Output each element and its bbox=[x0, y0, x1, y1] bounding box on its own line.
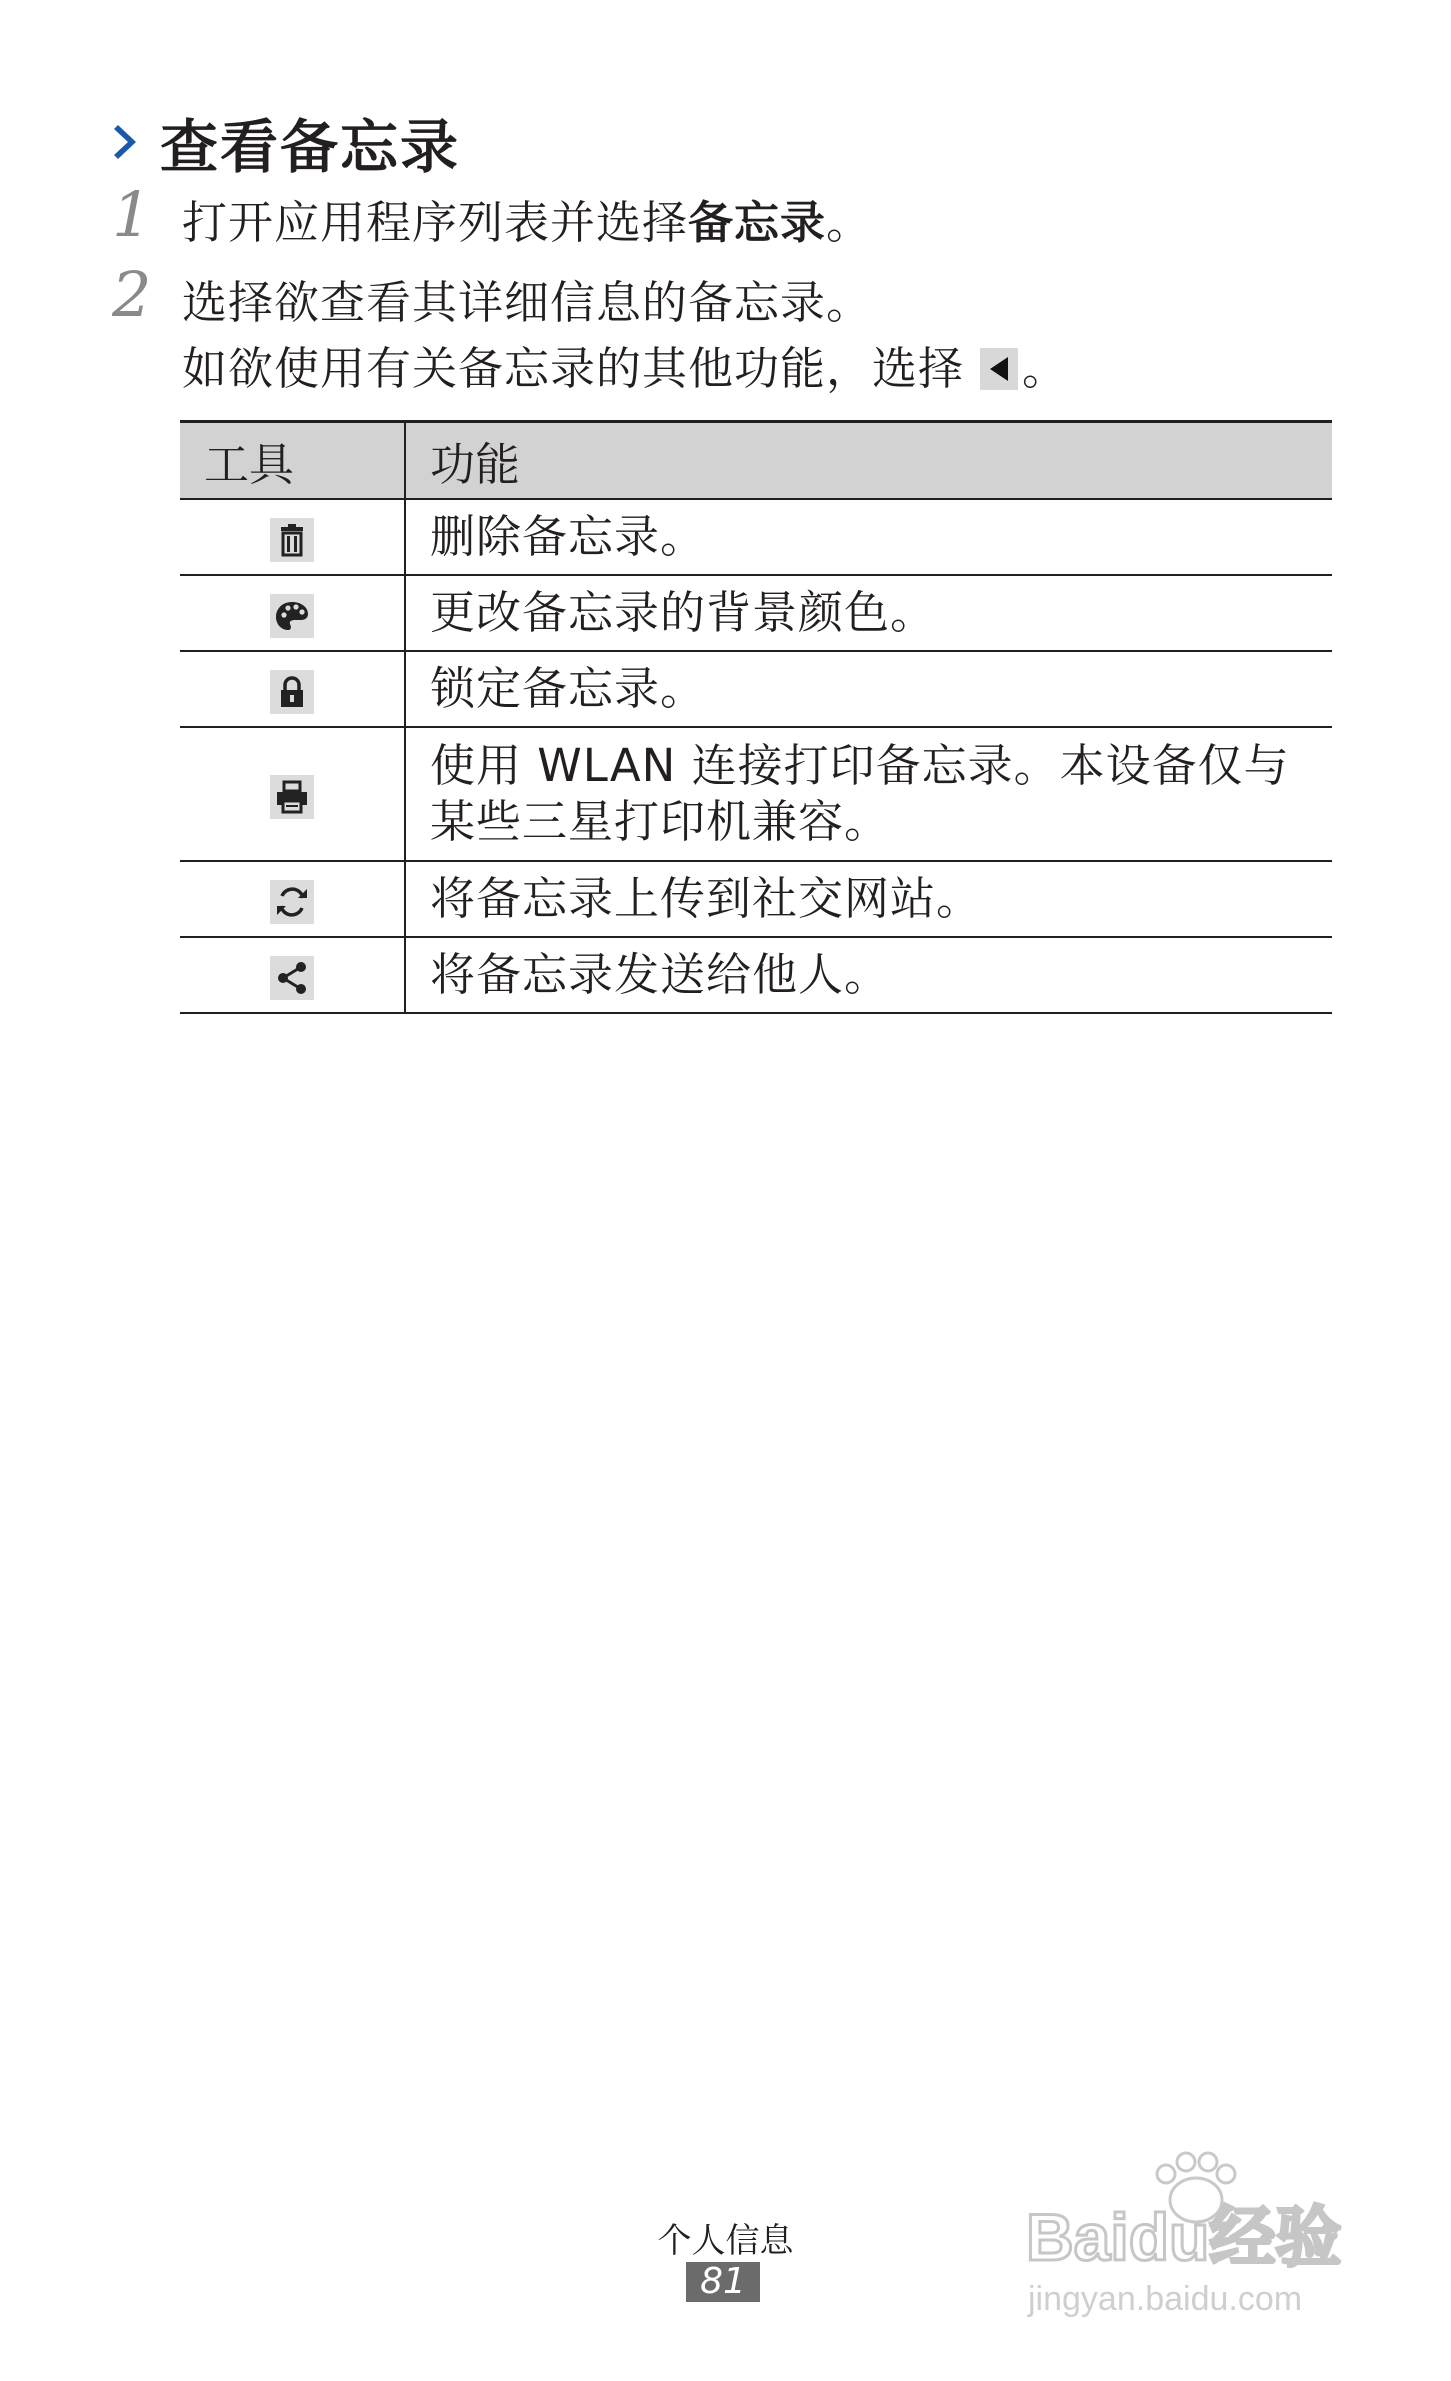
palette-icon bbox=[270, 594, 314, 638]
chevron-right-icon bbox=[112, 122, 146, 162]
column-header-function: 功能 bbox=[405, 422, 1332, 500]
table-row bbox=[180, 861, 1332, 937]
function-description: 更改备忘录的背景颜色。 bbox=[405, 575, 1332, 651]
function-description: 使用 WLAN 连接打印备忘录。本设备仅与某些三星打印机兼容。 bbox=[405, 727, 1332, 861]
footer-section-title: 个人信息 bbox=[657, 2221, 794, 2261]
lock-icon bbox=[270, 670, 314, 714]
step-1 bbox=[112, 178, 873, 256]
step-2 bbox=[112, 258, 1069, 402]
table-row bbox=[180, 651, 1332, 727]
heading-title: 查看备忘录 bbox=[160, 113, 461, 181]
sync-icon bbox=[270, 880, 314, 924]
baidu-watermark-logo bbox=[1020, 2150, 1360, 2330]
watermark-brand: Baidu经验 bbox=[1026, 2200, 1342, 2274]
function-description: 锁定备忘录。 bbox=[405, 651, 1332, 727]
table-row bbox=[180, 727, 1332, 861]
function-description: 将备忘录上传到社交网站。 bbox=[405, 861, 1332, 937]
step-text: 选择欲查看其详细信息的备忘录。 如欲使用有关备忘录的其他功能，选择 。 bbox=[182, 276, 1069, 395]
step-number: 2 bbox=[112, 258, 152, 331]
share-icon bbox=[270, 956, 314, 1000]
function-description: 删除备忘录。 bbox=[405, 499, 1332, 575]
step-text: 打开应用程序列表并选择备忘录。 bbox=[182, 196, 873, 249]
page-number: 81 bbox=[686, 2262, 760, 2302]
table-row bbox=[180, 499, 1332, 575]
printer-icon bbox=[270, 775, 314, 819]
table-header-row bbox=[180, 422, 1332, 500]
function-description: 将备忘录发送给他人。 bbox=[405, 937, 1332, 1013]
table-row bbox=[180, 937, 1332, 1013]
trash-icon bbox=[270, 518, 314, 562]
memo-app-name: 备忘录 bbox=[688, 196, 827, 249]
back-arrow-icon bbox=[980, 348, 1018, 390]
section-heading bbox=[112, 100, 460, 184]
watermark-url: jingyan.baidu.com bbox=[1028, 2280, 1303, 2318]
step-number: 1 bbox=[112, 178, 152, 251]
tools-table bbox=[180, 420, 1332, 1014]
table-row bbox=[180, 575, 1332, 651]
column-header-tool: 工具 bbox=[180, 422, 405, 500]
